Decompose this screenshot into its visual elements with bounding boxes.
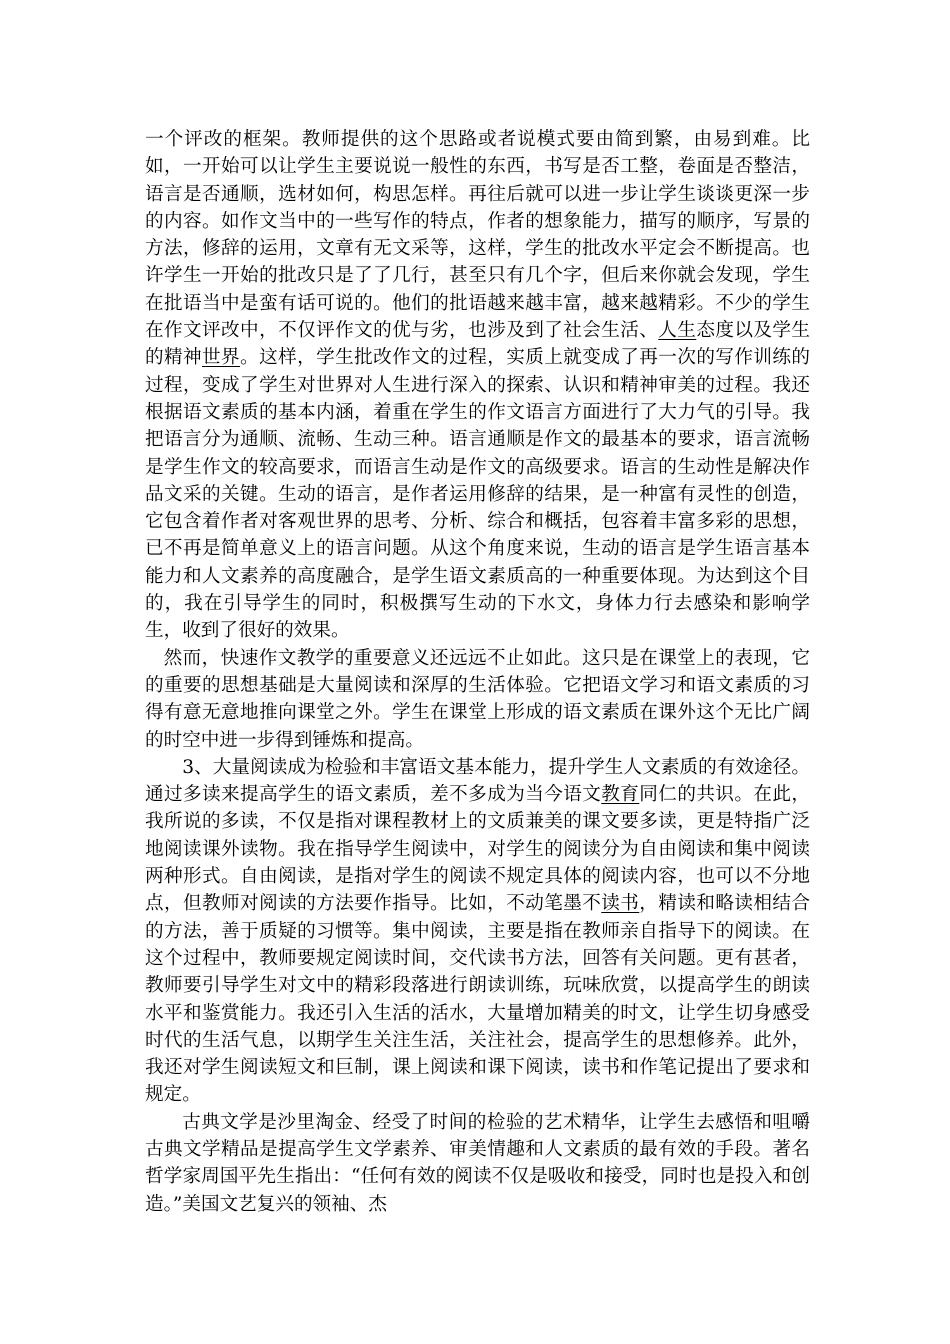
text-segment: ，精读和略读相结合的方法，善于质疑的习惯等。集中阅读，主要是指在教师亲自指导下的阅读。在这个过程中，教师要规定阅读时间，交代读书方法，回答有关问题。更有甚者，教师要引导学生对文中的精彩段落进行朗读训练，玩味欣赏，以提高学生的朗读水平和鉴赏能力。我还引入生活的活水，大量增加精美的时文，让学生切身感受时代的生活气息，以期学生关注生活，关注社会，提高学生的思想修养。此外，我还对学生阅读短文和巨制，课上阅读和课下阅读，读书和作笔记提出了要求和规定。 [145,893,810,1106]
text-segment: 然而，快速作文教学的重要意义还远远不止如此。这只是在课堂上的表现，它的重要的思想基础是大量阅读和深厚的生活体验。它把语文学习和语文素质的习得有意无意地推向课堂之外。学生在课堂上形成的语文素质在课外这个无比广阔的时空中进一步得到锤炼和提高。 [145,647,810,751]
text-segment: 同仁的共识。在此，我所说的多读，不仅是指对课程教材上的文质兼美的课文要多读，更是特指广泛地阅读课外读物。我在指导学生阅读中，对学生的阅读分为自由阅读和集中阅读两种形式。自由阅读，是指对学生的阅读不规定具体的阅读内容，也可以不分地点，但教师对阅读的方法要作指导。比如，不动笔墨不 [145,784,810,915]
text-segment: 。这样，学生批改作文的过程，实质上就变成了再一次的写作训练的过程，变成了学生对世界对人生进行深入的探索、认识和精神审美的过程。我还根据语文素质的基本内涵，着重在学生的作文语言方面进行了大力气的引导。我把语言分为通顺、流畅、生动三种。语言通顺是作文的最基本的要求，语言流畅是学生作文的较高要求，而语言生动是作文的高级要求。语言的生动性是解决作品文采的关键。生动的语言，是作者运用修辞的结果，是一种富有灵性的创造，它包含着作者对客观世界的思考、分析、综合和概括，包容着丰富多彩的思想，已不再是简单意义上的语言问题。从这个角度来说，生动的语言是学生语言基本能力和人文素养的高度融合，是学生语文素质高的一种重要体现。为达到这个目的，我在引导学生的同时，积极撰写生动的下水文，身体力行去感染和影响学生，收到了很好的效果。 [145,347,810,642]
text-segment: 3、大量阅读成为检验和丰富语文基本能力，提升学生人文素质的有效途径。通过多读来提高学生的语文素质，差不多成为当今语文 [145,756,810,806]
paragraph-3 [145,754,810,1109]
paragraph-4 [145,1109,810,1218]
link-jiaoyu[interactable]: 教育 [601,784,640,806]
link-shijie[interactable]: 世界 [202,347,241,369]
paragraph-2 [145,645,810,754]
link-dushu[interactable]: 读书 [601,893,640,915]
paragraph-1 [145,126,810,645]
text-segment: 古典文学是沙里淘金、经受了时间的检验的艺术精华，让学生去感悟和咀嚼古典文学精品是提高学生文学素养、审美情趣和人文素质的最有效的手段。著名哲学家周国平先生指出：“任何有效的阅读不仅是吸收和接受，同时也是投入和创造。”美国文艺复兴的领袖、杰 [145,1111,810,1215]
document-body [145,126,810,1218]
text-segment: 态度以及学生的精神 [145,320,810,369]
text-segment: 一个评改的框架。教师提供的这个思路或者说模式要由简到繁，由易到难。比如，一开始可以让学生主要说说一般性的东西，书写是否工整，卷面是否整洁，语言是否通顺，选材如何，构思怎样。再往后就可以进一步让学生谈谈更深一步的内容。如作文当中的一些写作的特点，作者的想象能力，描写的顺序，写景的方法，修辞的运用，文章有无文采等，这样，学生的批改水平定会不断提高。也许学生一开始的批改只是了了几行，甚至只有几个字，但后来你就会发现，学生在批语当中是蛮有话可说的。他们的批语越来越丰富，越来越精彩。不少的学生在作文评改中，不仅评作文的优与劣，也涉及到了社会生活、 [145,129,810,342]
link-rensheng[interactable]: 人生 [658,320,697,342]
